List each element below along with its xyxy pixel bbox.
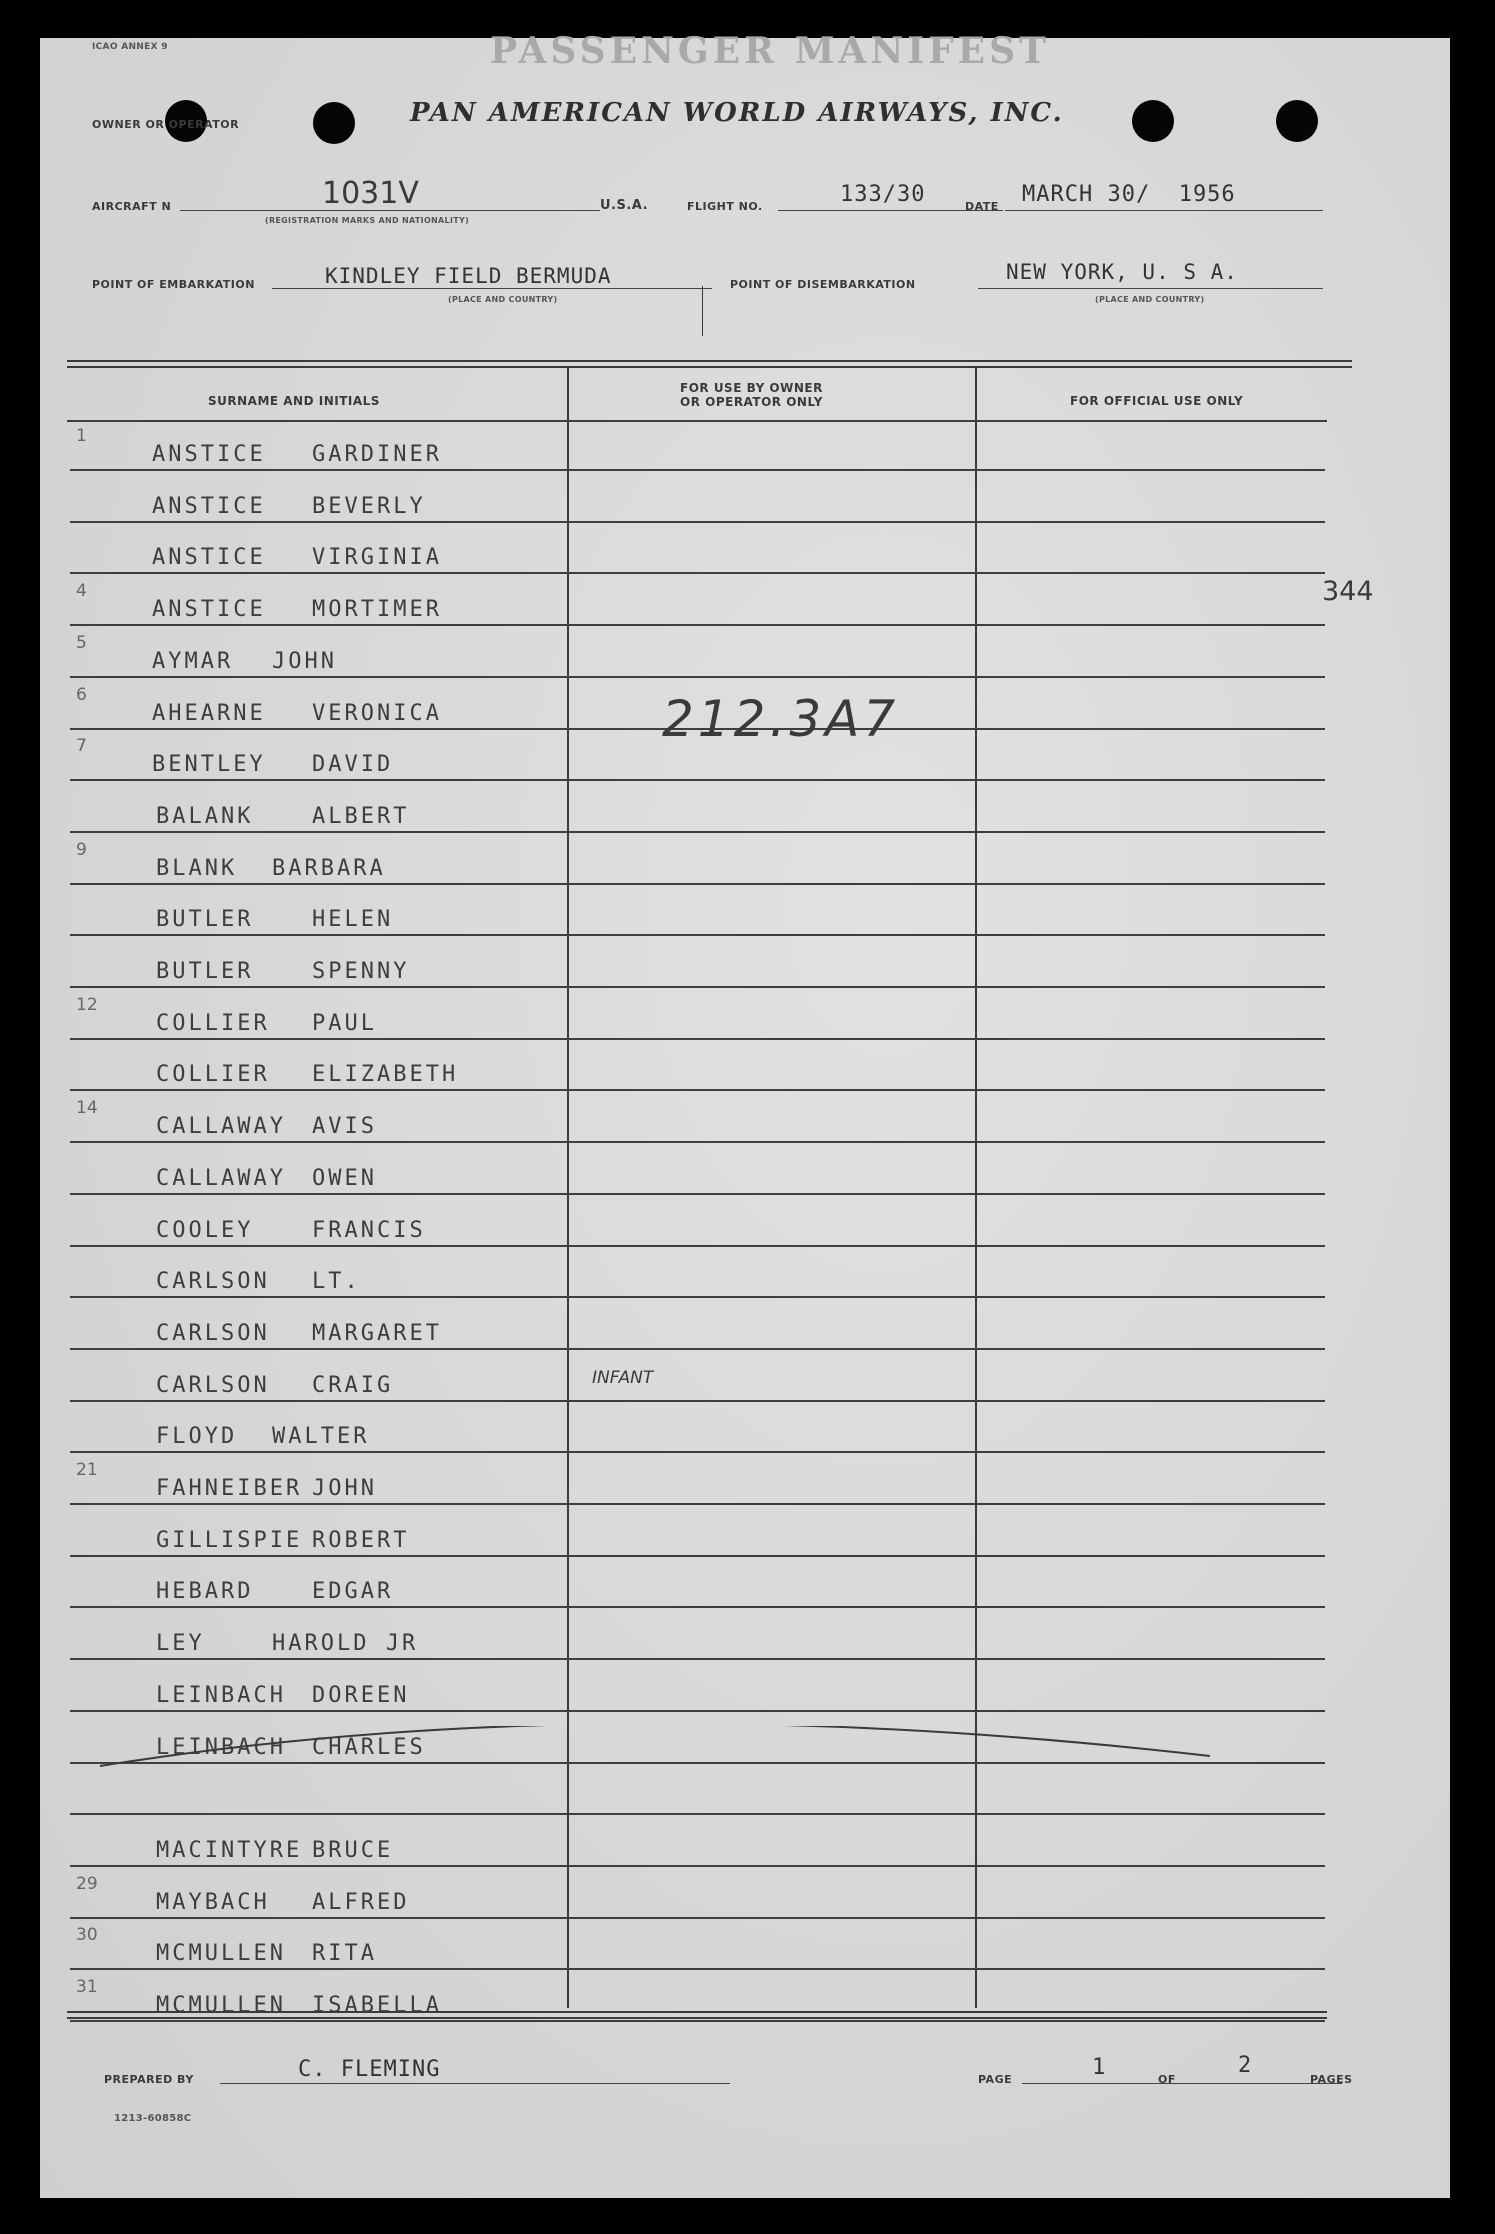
passenger-given-name: HELEN xyxy=(312,907,394,933)
embark-value: KINDLEY FIELD BERMUDA xyxy=(325,264,612,288)
passenger-surname: ANSTICE xyxy=(152,442,266,467)
passenger-given-name: JOHN xyxy=(312,1476,377,1501)
pages-label: PAGES xyxy=(1310,2073,1353,2086)
passenger-surname: MCMULLEN xyxy=(156,1993,286,2018)
passenger-surname: AYMAR xyxy=(152,648,234,674)
date-label: DATE xyxy=(965,200,999,213)
passenger-given-name: VERONICA xyxy=(312,700,442,726)
passenger-given-name: HAROLD JR xyxy=(272,1631,419,1657)
passenger-given-name: FRANCIS xyxy=(312,1217,426,1243)
aircraft-sublabel: (REGISTRATION MARKS AND NATIONALITY) xyxy=(265,216,470,225)
passenger-given-name: ISABELLA xyxy=(312,1993,442,2018)
passenger-surname: MCMULLEN xyxy=(156,1941,286,1967)
passenger-surname: ANSTICE xyxy=(152,493,266,519)
passenger-surname: FLOYD xyxy=(156,1424,238,1450)
passenger-surname: AHEARNE xyxy=(152,700,266,726)
passenger-given-name: PAUL xyxy=(312,1010,377,1036)
row-number: 9 xyxy=(76,839,87,860)
row-number: 14 xyxy=(76,1098,98,1119)
passenger-surname: LEINBACH xyxy=(156,1734,286,1760)
passenger-given-name: CHARLES xyxy=(312,1734,426,1760)
col-header-official: FOR OFFICIAL USE ONLY xyxy=(1070,394,1244,408)
manifest-title: PASSENGER MANIFEST xyxy=(490,30,1050,72)
form-corner-code: ICAO ANNEX 9 xyxy=(92,42,168,52)
col-header-owner-2: OR OPERATOR ONLY xyxy=(680,395,823,409)
passenger-given-name: EDGAR xyxy=(312,1579,394,1605)
row-number: 4 xyxy=(76,581,87,602)
passenger-surname: CALLAWAY xyxy=(156,1165,286,1191)
passenger-surname: COLLIER xyxy=(156,1062,270,1088)
col-header-names: SURNAME AND INITIALS xyxy=(208,394,380,408)
passenger-given-name: ELIZABETH xyxy=(312,1062,459,1088)
owner-value: PAN AMERICAN WORLD AIRWAYS, INC. xyxy=(410,98,1064,128)
flight-label: FLIGHT NO. xyxy=(687,200,763,213)
passenger-given-name: MARGARET xyxy=(312,1320,442,1346)
passenger-surname: CARLSON xyxy=(156,1320,270,1346)
passenger-given-name: RITA xyxy=(312,1941,377,1967)
passenger-surname: ANSTICE xyxy=(152,597,266,623)
row-number: 29 xyxy=(76,1873,98,1894)
passenger-surname: COOLEY xyxy=(156,1217,254,1243)
passenger-surname: CARLSON xyxy=(156,1372,270,1398)
aircraft-value: 1031V xyxy=(322,176,419,211)
col-header-owner-1: FOR USE BY OWNER xyxy=(680,381,823,395)
owner-label: OWNER OR OPERATOR xyxy=(92,118,240,131)
strike-curve xyxy=(100,1726,1240,1786)
passenger-given-name: CRAIG xyxy=(312,1372,394,1398)
row-number: 1 xyxy=(76,426,87,446)
passenger-given-name: MORTIMER xyxy=(312,597,442,623)
passenger-surname: BLANK xyxy=(156,855,238,881)
infant-annotation: INFANT xyxy=(592,1368,654,1388)
embark-label: POINT OF EMBARKATION xyxy=(92,278,255,291)
passenger-surname: FAHNEIBER xyxy=(156,1476,303,1501)
passenger-given-name: ROBERT xyxy=(312,1527,410,1553)
passenger-surname: LEY xyxy=(156,1631,205,1657)
passenger-surname: GILLISPIE xyxy=(156,1527,303,1553)
passenger-given-name: BEVERLY xyxy=(312,493,426,519)
passenger-given-name: GARDINER xyxy=(312,442,442,467)
passenger-surname: ANSTICE xyxy=(152,545,266,571)
flight-value: 133/30 xyxy=(840,182,926,207)
disembark-sublabel: (PLACE AND COUNTRY) xyxy=(1095,295,1205,304)
row-number: 21 xyxy=(76,1460,98,1480)
punch-hole-right-2 xyxy=(1276,100,1318,142)
passenger-given-name: DOREEN xyxy=(312,1682,410,1708)
passenger-given-name: AVIS xyxy=(312,1114,377,1140)
passenger-surname: BALANK xyxy=(156,803,254,829)
form-code: 1213-60858C xyxy=(114,2113,192,2124)
margin-note: 344 xyxy=(1322,576,1374,607)
passenger-given-name: BRUCE xyxy=(312,1837,394,1863)
aircraft-label: AIRCRAFT N xyxy=(92,200,172,213)
passenger-given-name: JOHN xyxy=(272,648,337,674)
page-label: PAGE xyxy=(978,2073,1013,2086)
passenger-surname: COLLIER xyxy=(156,1010,270,1036)
passenger-given-name: ALBERT xyxy=(312,803,410,829)
of-label: OF xyxy=(1158,2073,1176,2086)
passenger-surname: CARLSON xyxy=(156,1269,270,1295)
prepared-value: C. FLEMING xyxy=(298,2057,441,2082)
embark-sublabel: (PLACE AND COUNTRY) xyxy=(448,295,558,304)
row-number: 12 xyxy=(76,994,98,1015)
passenger-surname: BUTLER xyxy=(156,959,254,984)
passenger-surname: LEINBACH xyxy=(156,1682,286,1708)
passenger-surname: MACINTYRE xyxy=(156,1837,303,1863)
disembark-label: POINT OF DISEMBARKATION xyxy=(730,278,916,291)
manifest-page xyxy=(40,30,1450,2198)
passenger-given-name: OWEN xyxy=(312,1165,377,1191)
passenger-given-name: SPENNY xyxy=(312,959,410,984)
passenger-given-name: BARBARA xyxy=(272,855,386,881)
passenger-surname: HEBARD xyxy=(156,1579,254,1605)
row-number: 6 xyxy=(76,684,87,705)
row-number: 31 xyxy=(76,1977,98,1997)
prepared-label: PREPARED BY xyxy=(104,2073,194,2086)
passenger-surname: CALLAWAY xyxy=(156,1114,286,1140)
date-value: MARCH 30/ 1956 xyxy=(1022,182,1236,207)
passenger-given-name: ALFRED xyxy=(312,1889,410,1915)
punch-hole-right xyxy=(1132,100,1174,142)
owner-code-annotation: 212.3A7 xyxy=(662,690,900,748)
passenger-given-name: VIRGINIA xyxy=(312,545,442,571)
row-number: 7 xyxy=(76,736,87,757)
of-value: 2 xyxy=(1238,2053,1253,2078)
punch-hole-left-2 xyxy=(313,102,355,144)
page-value: 1 xyxy=(1092,2055,1107,2080)
row-number: 30 xyxy=(76,1925,98,1946)
passenger-surname: MAYBACH xyxy=(156,1889,270,1915)
passenger-given-name: LT. xyxy=(312,1269,361,1295)
disembark-value: NEW YORK, U. S A. xyxy=(1006,260,1238,284)
passenger-surname: BENTLEY xyxy=(152,752,266,778)
row-number: 5 xyxy=(76,632,87,653)
passenger-surname: BUTLER xyxy=(156,907,254,933)
passenger-given-name: WALTER xyxy=(272,1424,370,1450)
passenger-given-name: DAVID xyxy=(312,752,394,778)
usa-label: U.S.A. xyxy=(600,198,649,213)
